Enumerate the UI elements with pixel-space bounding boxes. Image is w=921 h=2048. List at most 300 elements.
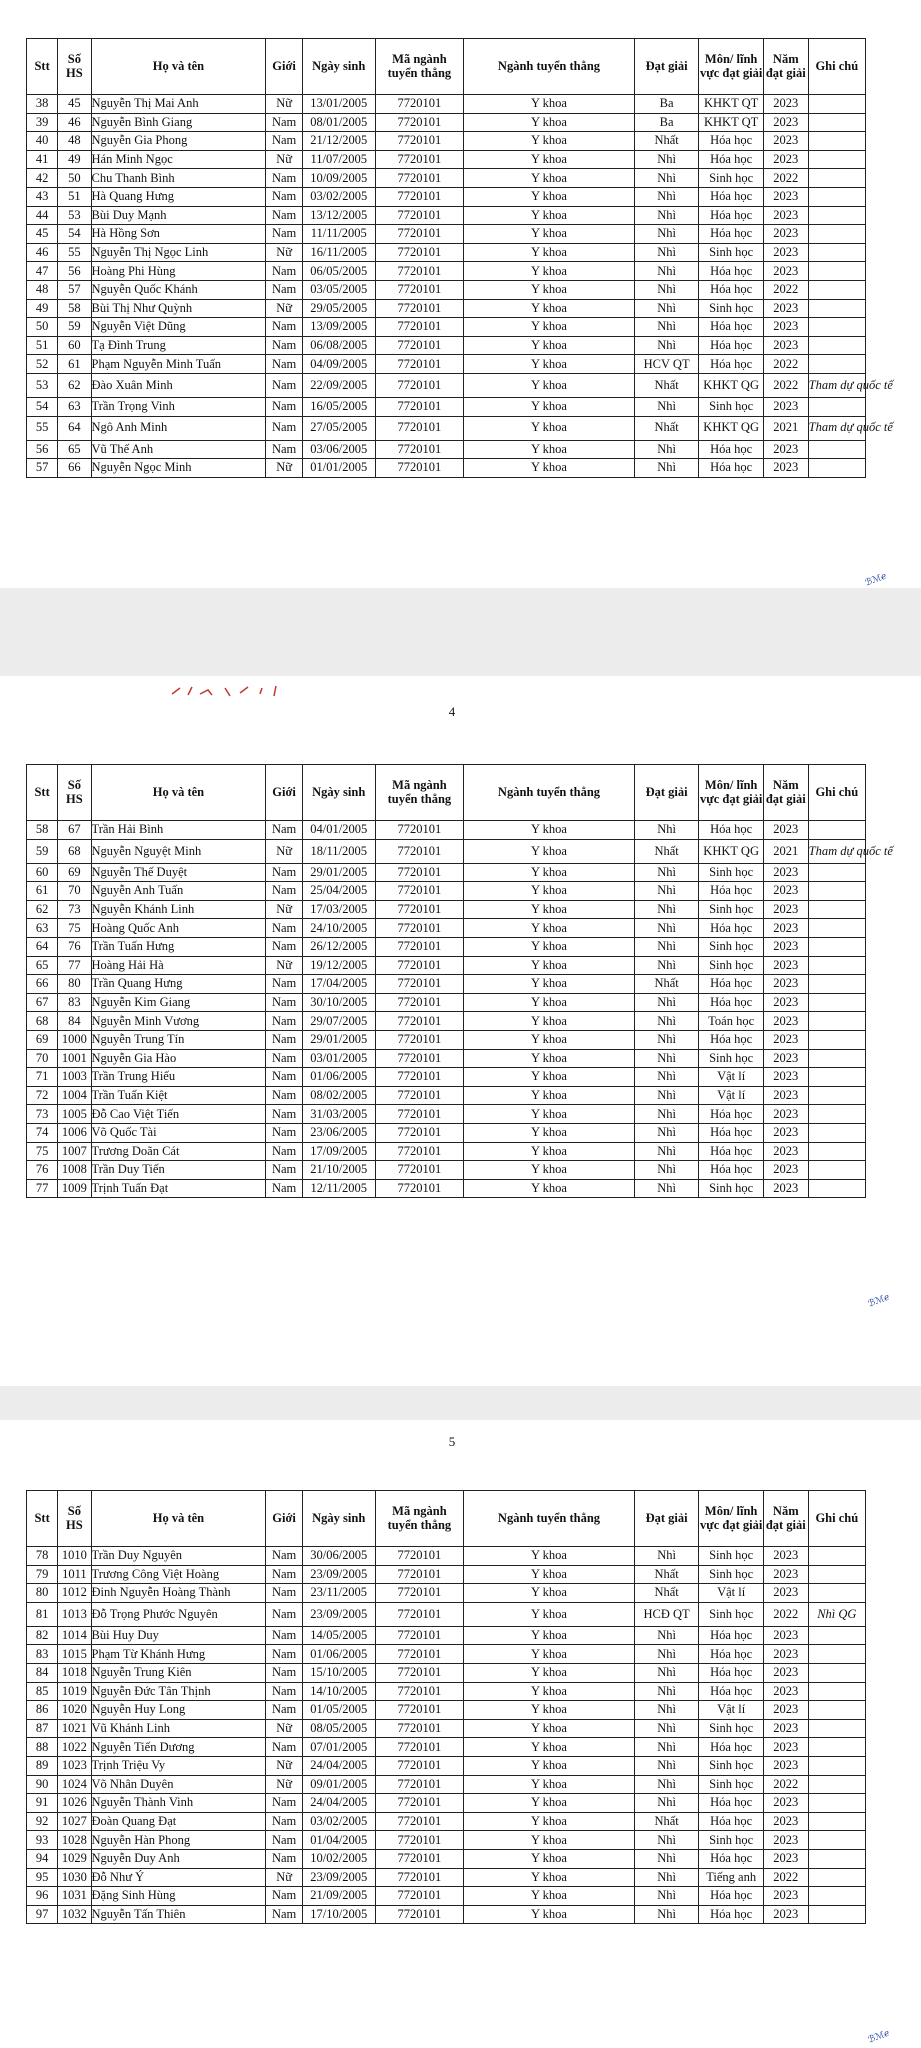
cell-nam: 2023: [763, 1831, 808, 1850]
cell-gioi: Nam: [266, 1547, 302, 1566]
cell-stt: 47: [27, 262, 58, 281]
cell-ngay-sinh: 08/05/2005: [302, 1719, 375, 1738]
cell-ma-nganh: 7720101: [375, 336, 463, 355]
table-row: [27, 839, 866, 863]
cell-gioi: Nam: [266, 1887, 302, 1906]
cell-so-hs: 53: [58, 206, 91, 225]
page-number: 4: [448, 704, 456, 719]
cell-ma-nganh: 7720101: [375, 1738, 463, 1757]
table-row: [27, 863, 866, 882]
cell-ghi-chu: [808, 1812, 865, 1831]
cell-ngay-sinh: 04/01/2005: [302, 821, 375, 840]
cell-ho-ten: Ngô Anh Minh: [91, 416, 266, 440]
cell-ma-nganh: 7720101: [375, 373, 463, 397]
cell-nganh: Y khoa: [464, 1161, 635, 1180]
cell-nganh: Y khoa: [464, 459, 635, 478]
cell-stt: 77: [27, 1179, 58, 1198]
table-row: [27, 206, 866, 225]
cell-so-hs: 1032: [58, 1905, 91, 1924]
cell-dat-giai: Nhất: [634, 839, 699, 863]
cell-ma-nganh: 7720101: [375, 863, 463, 882]
cell-ngay-sinh: 15/10/2005: [302, 1663, 375, 1682]
table-row: [27, 187, 866, 206]
cell-ma-nganh: 7720101: [375, 1626, 463, 1645]
cell-so-hs: 66: [58, 459, 91, 478]
cell-ghi-chu: [808, 1086, 865, 1105]
cell-dat-giai: Nhì: [634, 1756, 699, 1775]
cell-ho-ten: Phạm Từ Khánh Hưng: [91, 1645, 266, 1664]
page-number: 5: [448, 1434, 456, 1449]
cell-mon: Hóa học: [699, 206, 764, 225]
cell-ma-nganh: 7720101: [375, 1068, 463, 1087]
cell-dat-giai: Nhì: [634, 1049, 699, 1068]
cell-nganh: Y khoa: [464, 821, 635, 840]
cell-dat-giai: Nhì: [634, 1123, 699, 1142]
cell-mon: Hóa học: [699, 318, 764, 337]
cell-nganh: Y khoa: [464, 1030, 635, 1049]
table-row: [27, 1584, 866, 1603]
cell-mon: KHKT QT: [699, 113, 764, 132]
cell-mon: Sinh học: [699, 1602, 764, 1626]
cell-ma-nganh: 7720101: [375, 1905, 463, 1924]
cell-nam: 2023: [763, 1068, 808, 1087]
cell-nam: 2022: [763, 355, 808, 374]
cell-ngay-sinh: 01/04/2005: [302, 1831, 375, 1850]
table-row: [27, 1905, 866, 1924]
cell-ma-nganh: 7720101: [375, 113, 463, 132]
cell-mon: Sinh học: [699, 1049, 764, 1068]
cell-so-hs: 77: [58, 956, 91, 975]
cell-nganh: Y khoa: [464, 150, 635, 169]
cell-nganh: Y khoa: [464, 243, 635, 262]
cell-mon: Sinh học: [699, 937, 764, 956]
cell-ngay-sinh: 12/11/2005: [302, 1179, 375, 1198]
cell-so-hs: 1000: [58, 1030, 91, 1049]
cell-so-hs: 1027: [58, 1812, 91, 1831]
cell-ho-ten: Đoàn Quang Đạt: [91, 1812, 266, 1831]
table-row: [27, 113, 866, 132]
cell-nganh: Y khoa: [464, 1049, 635, 1068]
cell-nam: 2023: [763, 1663, 808, 1682]
cell-gioi: Nam: [266, 1030, 302, 1049]
cell-dat-giai: Nhì: [634, 1849, 699, 1868]
cell-so-hs: 65: [58, 440, 91, 459]
cell-nganh: Y khoa: [464, 1142, 635, 1161]
students-table-page-3: [26, 38, 893, 478]
table-row: [27, 262, 866, 281]
cell-ghi-chu: Tham dự quốc tế: [808, 373, 865, 397]
cell-so-hs: 1013: [58, 1602, 91, 1626]
cell-mon: Sinh học: [699, 299, 764, 318]
cell-mon: Sinh học: [699, 1179, 764, 1198]
table-row: [27, 1887, 866, 1906]
cell-gioi: Nam: [266, 336, 302, 355]
cell-ghi-chu: [808, 150, 865, 169]
cell-nam: 2023: [763, 1012, 808, 1031]
cell-gioi: Nam: [266, 355, 302, 374]
cell-so-hs: 76: [58, 937, 91, 956]
cell-ho-ten: Nguyễn Huy Long: [91, 1701, 266, 1720]
cell-ghi-chu: [808, 299, 865, 318]
cell-ghi-chu: [808, 1663, 865, 1682]
cell-nam: 2022: [763, 169, 808, 188]
cell-stt: 73: [27, 1105, 58, 1124]
cell-dat-giai: Nhì: [634, 336, 699, 355]
cell-ghi-chu: [808, 206, 865, 225]
cell-so-hs: 57: [58, 280, 91, 299]
cell-ngay-sinh: 06/05/2005: [302, 262, 375, 281]
cell-gioi: Nữ: [266, 150, 302, 169]
header-ho-ten: Họ và tên: [91, 1491, 266, 1547]
cell-stt: 70: [27, 1049, 58, 1068]
cell-so-hs: 60: [58, 336, 91, 355]
cell-mon: Hóa học: [699, 1794, 764, 1813]
header-ngay-sinh: Ngày sinh: [302, 765, 375, 821]
cell-ngay-sinh: 26/12/2005: [302, 937, 375, 956]
cell-ma-nganh: 7720101: [375, 1179, 463, 1198]
cell-so-hs: 1011: [58, 1565, 91, 1584]
cell-ma-nganh: 7720101: [375, 1030, 463, 1049]
cell-nam: 2023: [763, 993, 808, 1012]
cell-ngay-sinh: 17/03/2005: [302, 900, 375, 919]
cell-ma-nganh: 7720101: [375, 1775, 463, 1794]
cell-so-hs: 1007: [58, 1142, 91, 1161]
cell-ngay-sinh: 01/06/2005: [302, 1068, 375, 1087]
cell-gioi: Nam: [266, 1682, 302, 1701]
cell-ma-nganh: 7720101: [375, 206, 463, 225]
cell-nam: 2023: [763, 1049, 808, 1068]
cell-nam: 2023: [763, 1887, 808, 1906]
cell-stt: 56: [27, 440, 58, 459]
cell-dat-giai: Nhì: [634, 1701, 699, 1720]
cell-nam: 2023: [763, 299, 808, 318]
cell-ghi-chu: [808, 1068, 865, 1087]
cell-ngay-sinh: 03/05/2005: [302, 280, 375, 299]
header-ngay-sinh: Ngày sinh: [302, 39, 375, 95]
cell-ma-nganh: 7720101: [375, 95, 463, 114]
cell-gioi: Nam: [266, 373, 302, 397]
cell-ma-nganh: 7720101: [375, 1086, 463, 1105]
cell-ngay-sinh: 04/09/2005: [302, 355, 375, 374]
cell-dat-giai: Nhì: [634, 1626, 699, 1645]
cell-ghi-chu: [808, 1547, 865, 1566]
cell-ma-nganh: 7720101: [375, 839, 463, 863]
cell-ngay-sinh: 10/09/2005: [302, 169, 375, 188]
cell-nam: 2023: [763, 1682, 808, 1701]
cell-ngay-sinh: 10/02/2005: [302, 1849, 375, 1868]
cell-dat-giai: Nhì: [634, 169, 699, 188]
cell-nam: 2023: [763, 1584, 808, 1603]
cell-ghi-chu: [808, 882, 865, 901]
cell-ma-nganh: 7720101: [375, 187, 463, 206]
cell-nam: 2023: [763, 1179, 808, 1198]
cell-nganh: Y khoa: [464, 882, 635, 901]
cell-gioi: Nam: [266, 1663, 302, 1682]
table-row: [27, 1626, 866, 1645]
cell-so-hs: 1024: [58, 1775, 91, 1794]
cell-mon: Sinh học: [699, 900, 764, 919]
cell-ma-nganh: 7720101: [375, 355, 463, 374]
cell-stt: 80: [27, 1584, 58, 1603]
cell-nam: 2023: [763, 1645, 808, 1664]
cell-stt: 64: [27, 937, 58, 956]
cell-nganh: Y khoa: [464, 1868, 635, 1887]
cell-so-hs: 75: [58, 919, 91, 938]
table-row: [27, 1868, 866, 1887]
cell-nganh: Y khoa: [464, 956, 635, 975]
cell-ghi-chu: [808, 975, 865, 994]
cell-ho-ten: Trần Trung Hiếu: [91, 1068, 266, 1087]
cell-ngay-sinh: 17/04/2005: [302, 975, 375, 994]
cell-ghi-chu: [808, 1179, 865, 1198]
header-ma-nganh: Mã ngành tuyển thẳng: [375, 765, 463, 821]
cell-ngay-sinh: 21/09/2005: [302, 1887, 375, 1906]
cell-gioi: Nam: [266, 1626, 302, 1645]
cell-ma-nganh: 7720101: [375, 1849, 463, 1868]
cell-nganh: Y khoa: [464, 416, 635, 440]
cell-ghi-chu: [808, 1701, 865, 1720]
cell-ngay-sinh: 16/11/2005: [302, 243, 375, 262]
cell-stt: 45: [27, 225, 58, 244]
cell-dat-giai: Nhì: [634, 1105, 699, 1124]
cell-ghi-chu: [808, 863, 865, 882]
table-row: [27, 1565, 866, 1584]
cell-so-hs: 1022: [58, 1738, 91, 1757]
cell-ghi-chu: [808, 1161, 865, 1180]
cell-nam: 2023: [763, 262, 808, 281]
cell-ma-nganh: 7720101: [375, 150, 463, 169]
cell-stt: 84: [27, 1663, 58, 1682]
cell-dat-giai: Nhì: [634, 1547, 699, 1566]
cell-stt: 57: [27, 459, 58, 478]
table-row: [27, 299, 866, 318]
cell-ho-ten: Bùi Thị Như Quỳnh: [91, 299, 266, 318]
cell-ho-ten: Trần Quang Hưng: [91, 975, 266, 994]
cell-ngay-sinh: 27/05/2005: [302, 416, 375, 440]
cell-ma-nganh: 7720101: [375, 937, 463, 956]
cell-gioi: Nam: [266, 1701, 302, 1720]
cell-dat-giai: Nhất: [634, 1812, 699, 1831]
cell-nganh: Y khoa: [464, 132, 635, 151]
cell-ngay-sinh: 11/07/2005: [302, 150, 375, 169]
cell-dat-giai: Nhì: [634, 1682, 699, 1701]
document-page-4: [0, 676, 921, 1386]
table-header-row: [27, 1491, 866, 1547]
cell-so-hs: 1029: [58, 1849, 91, 1868]
table-row: [27, 1719, 866, 1738]
cell-nganh: Y khoa: [464, 1812, 635, 1831]
cell-so-hs: 58: [58, 299, 91, 318]
cell-gioi: Nam: [266, 863, 302, 882]
cell-ho-ten: Nguyễn Đức Tân Thịnh: [91, 1682, 266, 1701]
cell-nganh: Y khoa: [464, 1831, 635, 1850]
table-row: [27, 1812, 866, 1831]
table-row: [27, 397, 866, 416]
cell-so-hs: 1030: [58, 1868, 91, 1887]
cell-gioi: Nam: [266, 1831, 302, 1850]
cell-mon: KHKT QG: [699, 416, 764, 440]
cell-ho-ten: Vũ Khánh Linh: [91, 1719, 266, 1738]
cell-ho-ten: Đỗ Trọng Phước Nguyên: [91, 1602, 266, 1626]
cell-ho-ten: Hà Hồng Sơn: [91, 225, 266, 244]
cell-ma-nganh: 7720101: [375, 1887, 463, 1906]
cell-nganh: Y khoa: [464, 919, 635, 938]
header-so-hs: Số HS: [58, 1491, 91, 1547]
cell-nganh: Y khoa: [464, 262, 635, 281]
cell-ho-ten: Trần Tuấn Hưng: [91, 937, 266, 956]
cell-nam: 2023: [763, 1794, 808, 1813]
cell-nganh: Y khoa: [464, 1775, 635, 1794]
cell-ma-nganh: 7720101: [375, 900, 463, 919]
cell-ma-nganh: 7720101: [375, 1602, 463, 1626]
cell-stt: 62: [27, 900, 58, 919]
cell-ho-ten: Nguyễn Minh Vương: [91, 1012, 266, 1031]
cell-nganh: Y khoa: [464, 1086, 635, 1105]
cell-gioi: Nam: [266, 440, 302, 459]
cell-ho-ten: Tạ Đình Trung: [91, 336, 266, 355]
cell-gioi: Nam: [266, 1812, 302, 1831]
cell-gioi: Nữ: [266, 1719, 302, 1738]
cell-mon: Hóa học: [699, 1905, 764, 1924]
cell-nam: 2023: [763, 1123, 808, 1142]
cell-gioi: Nam: [266, 113, 302, 132]
cell-gioi: Nam: [266, 1161, 302, 1180]
cell-ho-ten: Võ Quốc Tài: [91, 1123, 266, 1142]
header-ngay-sinh: Ngày sinh: [302, 1491, 375, 1547]
cell-mon: Hóa học: [699, 919, 764, 938]
cell-dat-giai: Nhất: [634, 1584, 699, 1603]
cell-ghi-chu: [808, 900, 865, 919]
cell-dat-giai: Nhất: [634, 132, 699, 151]
table-row: [27, 225, 866, 244]
cell-mon: Sinh học: [699, 397, 764, 416]
cell-nganh: Y khoa: [464, 299, 635, 318]
cell-ho-ten: Trần Tuấn Kiệt: [91, 1086, 266, 1105]
table-row: [27, 459, 866, 478]
table-row: [27, 373, 866, 397]
cell-ngay-sinh: 23/06/2005: [302, 1123, 375, 1142]
cell-mon: Sinh học: [699, 1719, 764, 1738]
cell-nam: 2023: [763, 1756, 808, 1775]
cell-ho-ten: Trần Duy Nguyên: [91, 1547, 266, 1566]
cell-ngay-sinh: 01/05/2005: [302, 1701, 375, 1720]
cell-stt: 40: [27, 132, 58, 151]
table-row: [27, 1161, 866, 1180]
cell-mon: Toán học: [699, 1012, 764, 1031]
cell-mon: Hóa học: [699, 975, 764, 994]
cell-ho-ten: Nguyễn Ngọc Minh: [91, 459, 266, 478]
cell-stt: 58: [27, 821, 58, 840]
header-stt: Stt: [27, 1491, 58, 1547]
cell-ma-nganh: 7720101: [375, 1701, 463, 1720]
cell-stt: 41: [27, 150, 58, 169]
cell-so-hs: 67: [58, 821, 91, 840]
table-row: [27, 150, 866, 169]
cell-ho-ten: Nguyễn Gia Phong: [91, 132, 266, 151]
cell-nganh: Y khoa: [464, 113, 635, 132]
cell-mon: Sinh học: [699, 1547, 764, 1566]
cell-so-hs: 1005: [58, 1105, 91, 1124]
table-row: [27, 1663, 866, 1682]
cell-nganh: Y khoa: [464, 1701, 635, 1720]
cell-nam: 2023: [763, 397, 808, 416]
cell-nam: 2023: [763, 1086, 808, 1105]
cell-dat-giai: Nhì: [634, 1068, 699, 1087]
cell-ma-nganh: 7720101: [375, 993, 463, 1012]
cell-stt: 71: [27, 1068, 58, 1087]
cell-stt: 69: [27, 1030, 58, 1049]
cell-ghi-chu: [808, 1775, 865, 1794]
cell-gioi: Nữ: [266, 1756, 302, 1775]
cell-gioi: Nam: [266, 1105, 302, 1124]
cell-mon: Hóa học: [699, 336, 764, 355]
cell-gioi: Nữ: [266, 243, 302, 262]
cell-dat-giai: Ba: [634, 95, 699, 114]
cell-ngay-sinh: 16/05/2005: [302, 397, 375, 416]
cell-ghi-chu: [808, 1887, 865, 1906]
cell-dat-giai: Nhì: [634, 1905, 699, 1924]
table-row: [27, 821, 866, 840]
cell-ho-ten: Đỗ Như Ý: [91, 1868, 266, 1887]
table-row: [27, 1849, 866, 1868]
table-row: [27, 900, 866, 919]
header-mon: Môn/ lĩnh vực đạt giải: [699, 765, 764, 821]
cell-ho-ten: Trương Doãn Cát: [91, 1142, 266, 1161]
cell-nganh: Y khoa: [464, 373, 635, 397]
cell-ghi-chu: [808, 1831, 865, 1850]
cell-gioi: Nam: [266, 882, 302, 901]
cell-nam: 2023: [763, 1812, 808, 1831]
cell-nam: 2023: [763, 975, 808, 994]
cell-dat-giai: Ba: [634, 113, 699, 132]
cell-gioi: Nam: [266, 1602, 302, 1626]
cell-ho-ten: Nguyễn Thành Vinh: [91, 1794, 266, 1813]
cell-mon: Hóa học: [699, 1663, 764, 1682]
cell-stt: 94: [27, 1849, 58, 1868]
cell-dat-giai: Nhất: [634, 416, 699, 440]
header-so-hs: Số HS: [58, 39, 91, 95]
cell-nganh: Y khoa: [464, 1645, 635, 1664]
table-row: [27, 440, 866, 459]
cell-mon: Hóa học: [699, 993, 764, 1012]
cell-stt: 89: [27, 1756, 58, 1775]
cell-ho-ten: Phạm Nguyễn Minh Tuấn: [91, 355, 266, 374]
cell-dat-giai: Nhì: [634, 280, 699, 299]
cell-gioi: Nam: [266, 1565, 302, 1584]
cell-dat-giai: Nhì: [634, 1142, 699, 1161]
cell-so-hs: 1003: [58, 1068, 91, 1087]
cell-nam: 2023: [763, 187, 808, 206]
cell-ma-nganh: 7720101: [375, 1756, 463, 1775]
cell-so-hs: 62: [58, 373, 91, 397]
table-row: [27, 993, 866, 1012]
cell-ngay-sinh: 01/06/2005: [302, 1645, 375, 1664]
cell-nganh: Y khoa: [464, 206, 635, 225]
cell-nganh: Y khoa: [464, 1547, 635, 1566]
cell-dat-giai: Nhất: [634, 373, 699, 397]
cell-stt: 60: [27, 863, 58, 882]
cell-nam: 2023: [763, 243, 808, 262]
cell-stt: 51: [27, 336, 58, 355]
cell-dat-giai: Nhì: [634, 397, 699, 416]
cell-stt: 38: [27, 95, 58, 114]
cell-ho-ten: Nguyễn Thị Ngọc Linh: [91, 243, 266, 262]
table-row: [27, 956, 866, 975]
table-row: [27, 937, 866, 956]
table-row: [27, 416, 866, 440]
cell-nam: 2023: [763, 1719, 808, 1738]
header-nam: Năm đạt giải: [763, 765, 808, 821]
